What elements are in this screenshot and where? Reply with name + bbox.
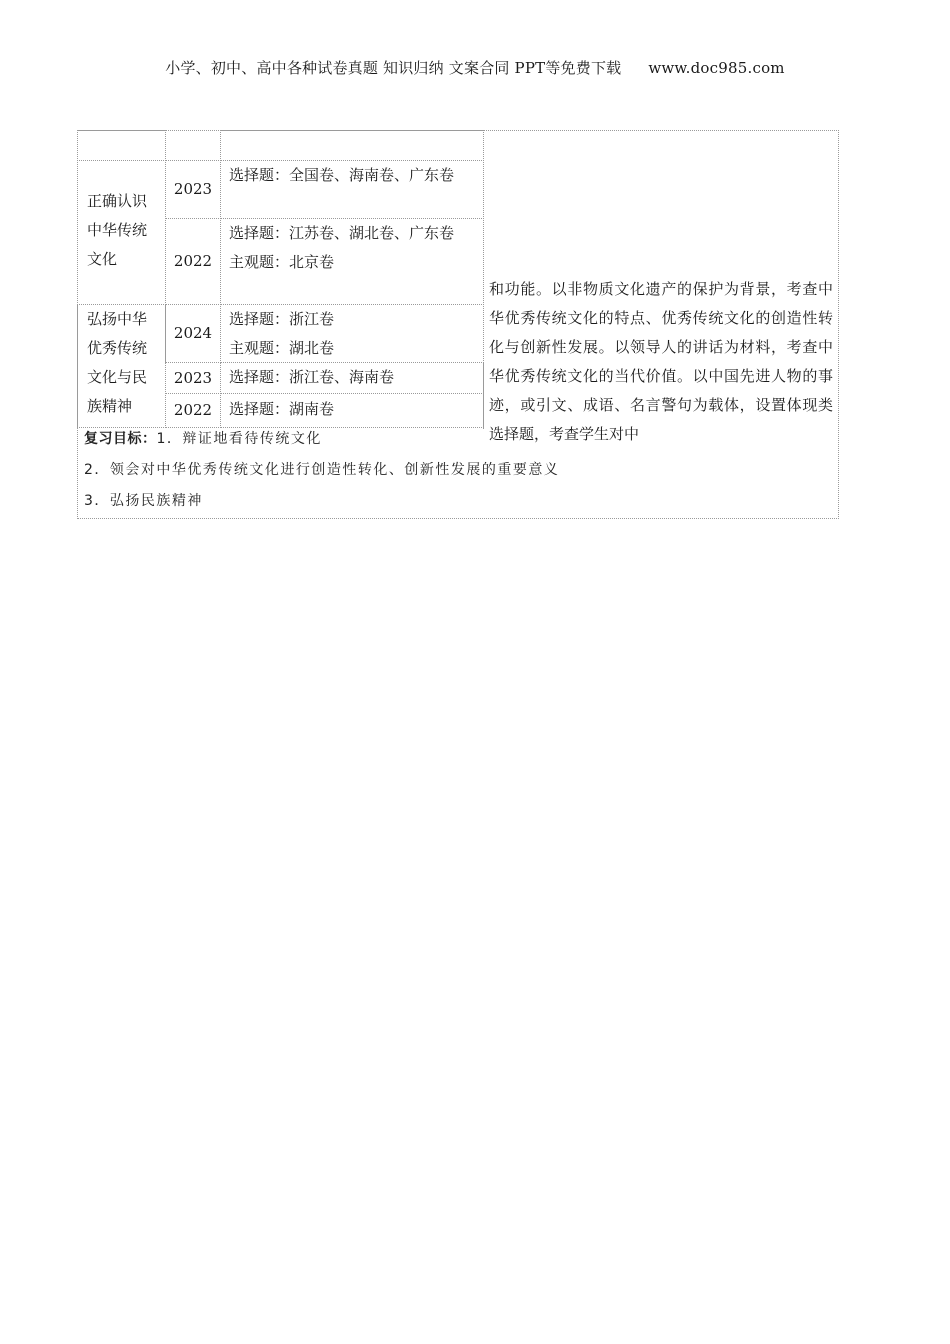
exam-line: 选择题：江苏卷、湖北卷、广东卷	[229, 224, 455, 242]
year-value: 2023	[173, 368, 213, 387]
topic-cell	[77, 160, 166, 305]
year-cell	[165, 304, 221, 363]
year-cell	[165, 362, 221, 394]
year-cell	[165, 393, 221, 428]
topic-label: 正确认识中华传统文化	[87, 192, 148, 268]
topic-cell	[77, 304, 166, 428]
table-header-cell-topic	[77, 130, 166, 161]
goal-line	[84, 426, 824, 457]
exam-line: 选择题：全国卷、海南卷、广东卷	[229, 166, 455, 184]
header-site-link[interactable]: www.doc985.com	[648, 59, 785, 77]
exam-cell	[220, 393, 484, 428]
exam-line: 选择题：湖南卷	[229, 400, 335, 418]
exam-line: 主观题：湖北卷	[229, 339, 335, 357]
exam-line: 选择题：浙江卷、海南卷	[229, 368, 395, 386]
exam-line: 选择题：浙江卷	[229, 310, 335, 328]
exam-cell	[220, 304, 484, 363]
review-goals	[84, 426, 824, 519]
exam-cell	[220, 160, 484, 219]
year-cell	[165, 218, 221, 305]
header-text: 小学、初中、高中各种试卷真题 知识归纳 文案合同 PPT等免费下载	[165, 59, 622, 77]
exam-cell	[220, 362, 484, 394]
goal-item: 2．领会对中华优秀传统文化进行创造性转化、创新性发展的重要意义	[84, 462, 560, 478]
year-value: 2022	[173, 252, 213, 270]
year-value: 2022	[173, 401, 213, 419]
exam-line: 主观题：北京卷	[229, 253, 335, 271]
table-header-cell-year	[165, 130, 221, 161]
table-header-cell-exam	[220, 130, 484, 161]
goals-label: 复习目标：	[84, 431, 157, 447]
topic-label: 弘扬中华优秀传统文化与民族精神	[87, 310, 148, 415]
year-value: 2023	[173, 180, 213, 198]
goal-item: 3．弘扬民族精神	[84, 493, 203, 509]
page-header	[0, 57, 950, 78]
year-value: 2024	[173, 324, 213, 342]
goal-line	[84, 488, 824, 519]
year-cell	[165, 160, 221, 219]
description-text: 和功能。以非物质文化遗产的保护为背景，考查中华优秀传统文化的特点、优秀传统文化的创造性转化与创新性发展。以领导人的讲话为材料，考查中华优秀传统文化的当代价值。以中国先进人物的事迹，或引文、成语、名言警句为载体，设置体现类选择题，考查学生对中	[489, 280, 833, 443]
goal-line	[84, 457, 824, 488]
exam-cell	[220, 218, 484, 305]
goal-item: 1．辩证地看待传统文化	[156, 431, 322, 447]
